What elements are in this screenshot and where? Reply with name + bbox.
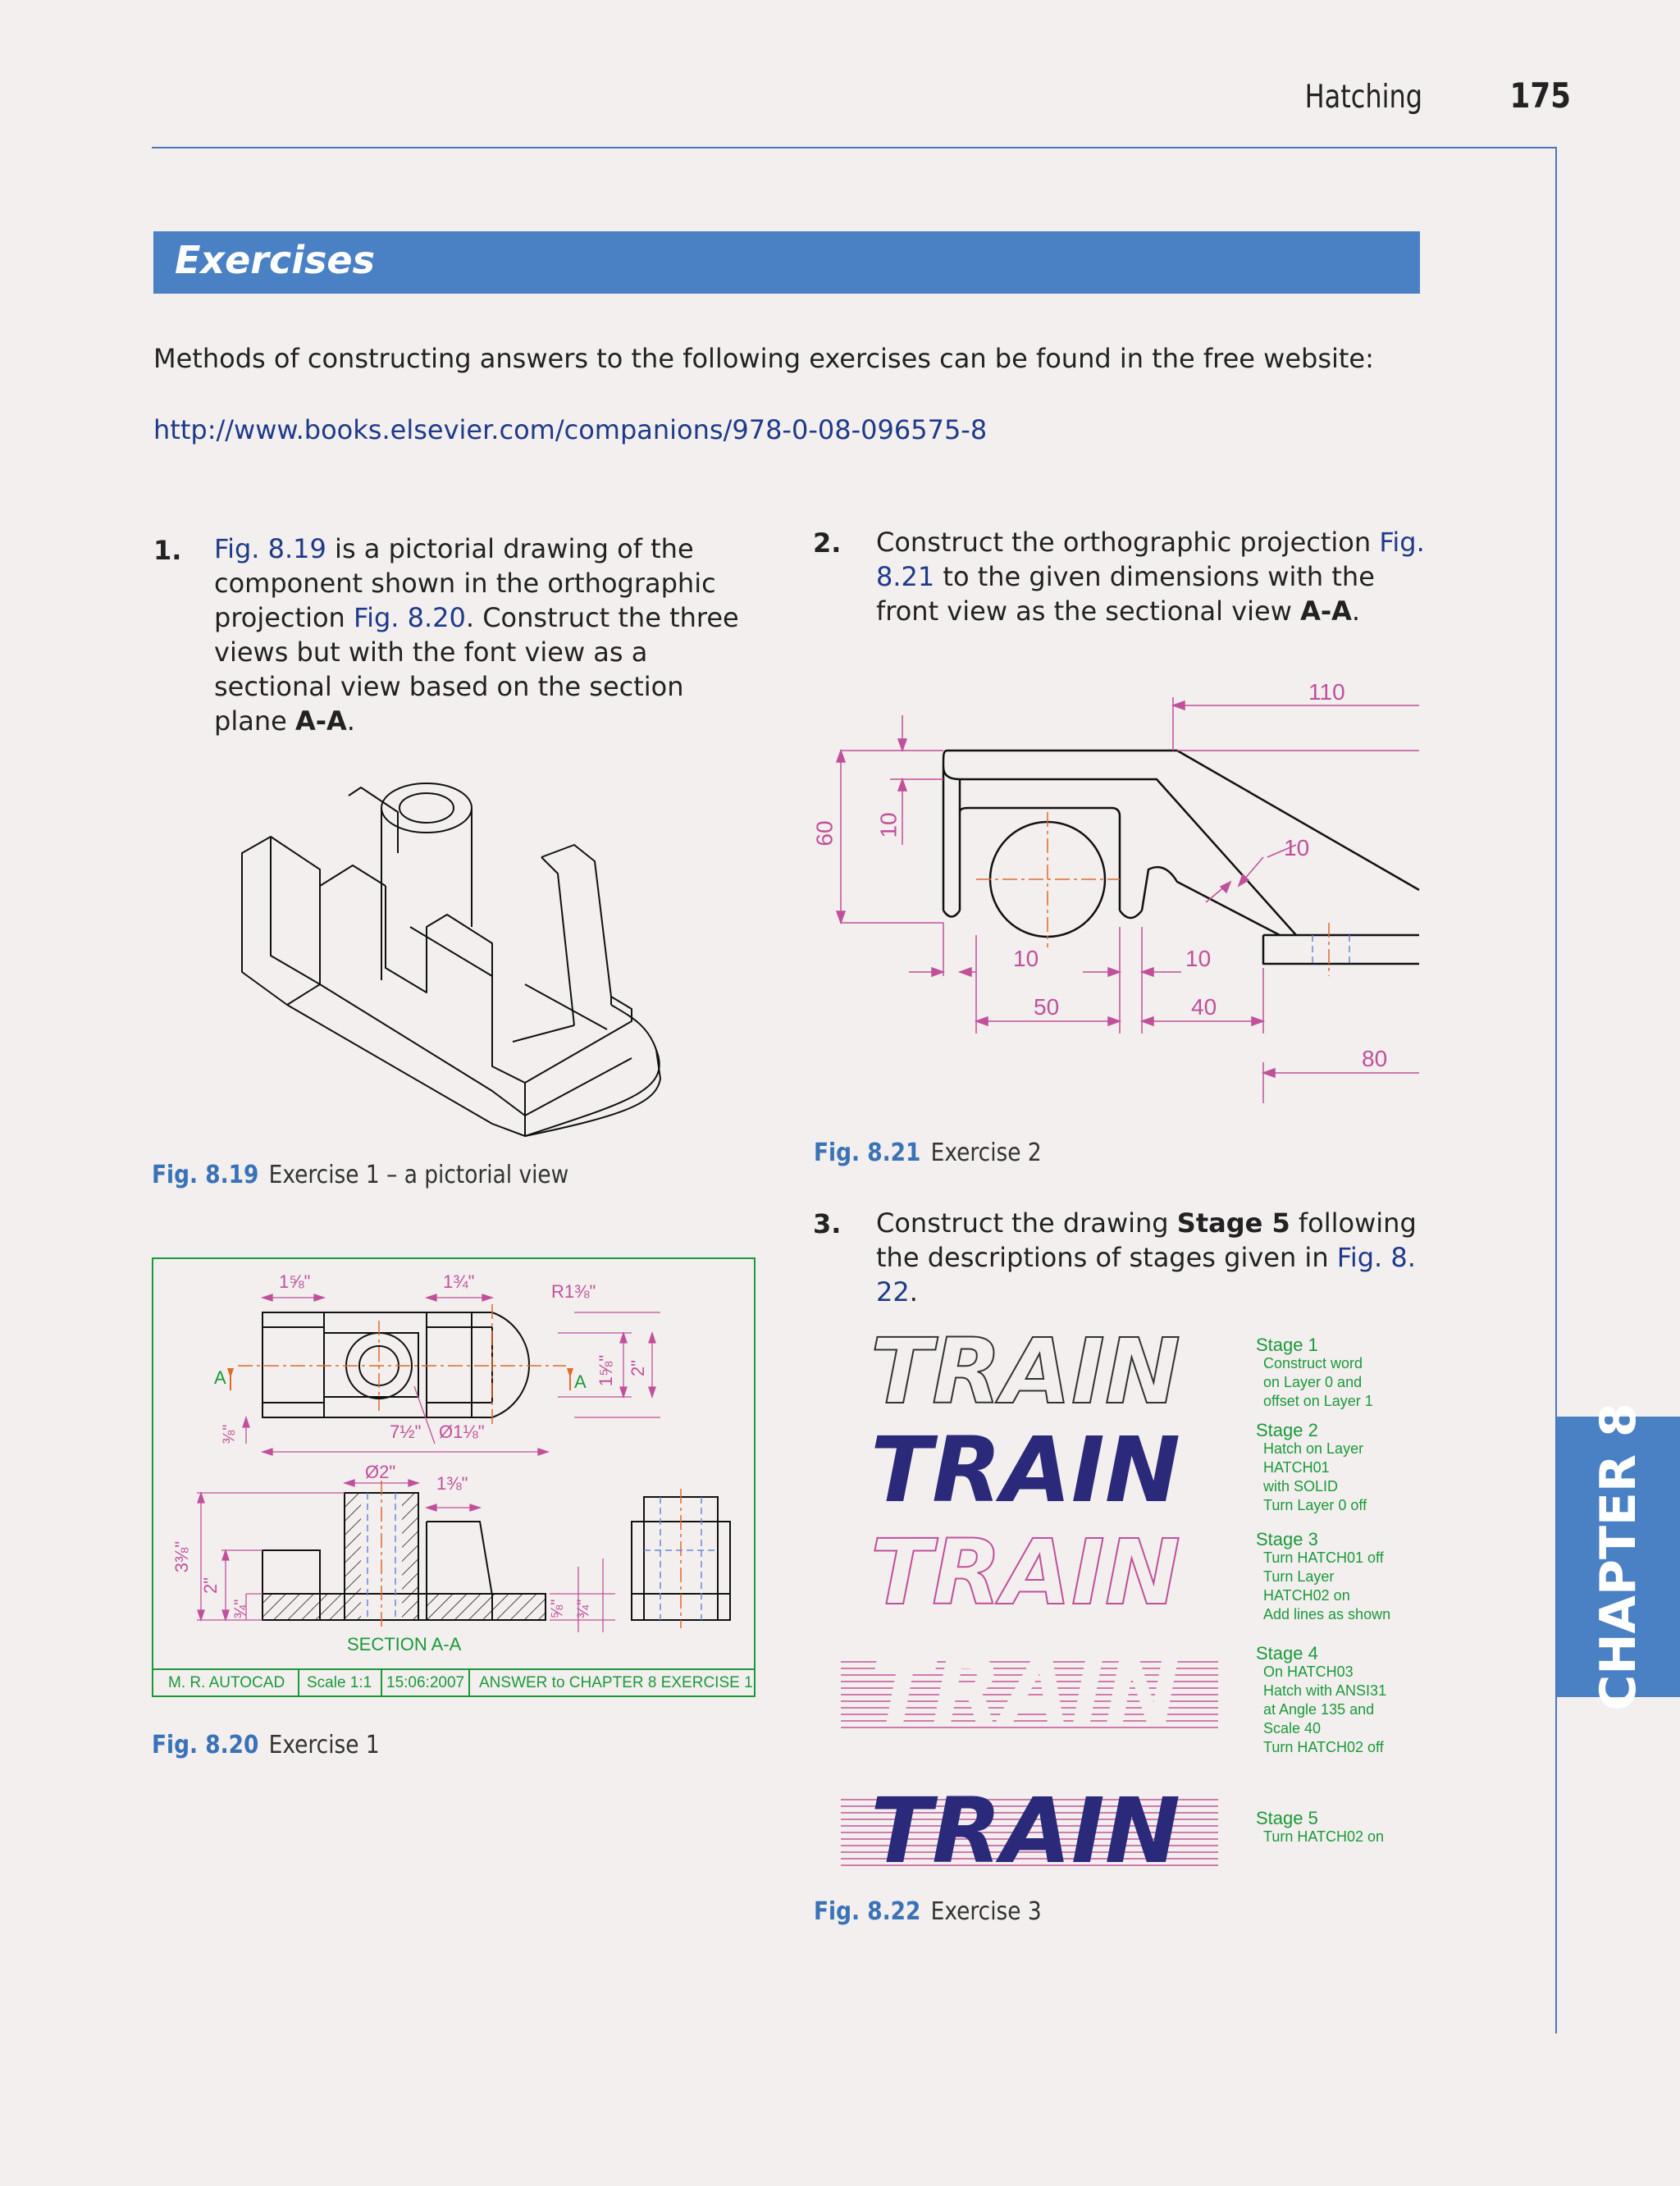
exercises-banner xyxy=(153,231,1420,294)
fig-8-21-orthographic-drawing xyxy=(812,681,1419,1116)
dim-3-4-right: ¾" xyxy=(574,1599,593,1619)
stage-title: Stage 1 xyxy=(1256,1335,1318,1355)
dim-10-left: 10 xyxy=(1013,946,1039,971)
dim-110: 110 xyxy=(1308,679,1345,705)
stage-line: with SOLID xyxy=(1263,1478,1339,1495)
stage-line: Turn Layer xyxy=(1263,1568,1335,1585)
companion-url[interactable]: http://www.books.elsevier.com/companions/978-0-08-096575-8 xyxy=(153,414,988,445)
train-stage-4: TRAIN xyxy=(870,1639,1180,1744)
stage-line: HATCH02 on xyxy=(1263,1587,1350,1604)
stage-line: on Layer 0 and xyxy=(1263,1374,1363,1390)
titleblock-title: ANSWER to CHAPTER 8 EXERCISE 1 xyxy=(479,1674,753,1691)
stage-line: Turn HATCH02 on xyxy=(1263,1828,1385,1845)
running-header-title: Hatching xyxy=(1304,79,1423,116)
stage-line: Add lines as shown xyxy=(1263,1606,1391,1622)
dim-radius: R1⅜" xyxy=(551,1281,596,1302)
stage-2-description xyxy=(1256,1421,1367,1515)
banner-title: Exercises xyxy=(175,238,375,282)
dim-7-1-2: 7½" xyxy=(390,1422,422,1442)
stage-title: Stage 4 xyxy=(1256,1643,1318,1663)
stage-title: Stage 3 xyxy=(1256,1529,1318,1549)
fig-ref-819[interactable]: Fig. 8.19 xyxy=(214,533,326,564)
dim-1-3-8: 1⅜" xyxy=(436,1473,468,1494)
stage-line: offset on Layer 1 xyxy=(1263,1393,1373,1409)
stage-title: Stage 5 xyxy=(1256,1808,1318,1828)
dim-40: 40 xyxy=(1191,994,1217,1020)
page-number: 175 xyxy=(1509,75,1572,116)
exercise-2-text: Construct the orthographic projection Fig. 8.21 to the given dimensions with the front view as the sectional view A-A. xyxy=(876,527,1425,627)
exercise-3-number: 3. xyxy=(813,1208,842,1239)
dim-10-right: 10 xyxy=(1185,946,1212,971)
dim-1-3-4: 1¾" xyxy=(443,1271,475,1292)
chapter-tab: CHAPTER 8 xyxy=(1557,1417,1680,1697)
titleblock-date: 15:06:2007 xyxy=(386,1674,465,1691)
dim-3-4: ¾" xyxy=(231,1599,250,1619)
dim-80: 80 xyxy=(1362,1046,1388,1071)
section-label-a-left: A xyxy=(214,1367,226,1388)
stage-line: HATCH01 xyxy=(1263,1459,1330,1476)
stage-line: at Angle 135 and xyxy=(1263,1701,1375,1718)
train-stage-1: TRAIN xyxy=(870,1319,1180,1424)
stage-line: Hatch on Layer xyxy=(1263,1440,1364,1457)
fig-ref-822[interactable]: Fig. 8. 22 xyxy=(876,1242,1416,1307)
stage-line: Hatch with ANSI31 xyxy=(1263,1682,1387,1699)
exercise-3-text: Construct the drawing Stage 5 following the descriptions of stages given in Fig. 8. 22. xyxy=(876,1207,1417,1307)
stage-line: Turn Layer 0 off xyxy=(1263,1497,1367,1513)
stage-4-description xyxy=(1256,1644,1386,1757)
dim-50: 50 xyxy=(1034,994,1060,1020)
dim-5-8: ⅝" xyxy=(548,1599,567,1619)
stage-line: Construct word xyxy=(1263,1355,1363,1371)
train-stage-5: TRAIN xyxy=(870,1778,1180,1883)
stage-5-description xyxy=(1256,1809,1384,1846)
caption-fig-8-20: Fig. 8.20 Exercise 1 xyxy=(152,1731,380,1759)
fig-ref-820[interactable]: Fig. 8.20 xyxy=(353,602,466,633)
section-label-a-right: A xyxy=(574,1371,587,1392)
stage-1-description xyxy=(1256,1335,1373,1411)
dim-3-3-8: 3⅜" xyxy=(171,1540,193,1573)
fig-8-22-train-stages xyxy=(829,1319,1255,1883)
dim-dia-2: Ø2" xyxy=(365,1462,396,1482)
stage-line: On HATCH03 xyxy=(1263,1663,1354,1680)
dim-10-radius: 10 xyxy=(1284,835,1310,860)
header-rule xyxy=(152,147,1556,148)
dim-plan-1-5-8: 1⅝" xyxy=(596,1354,617,1387)
caption-fig-8-22: Fig. 8.22 Exercise 3 xyxy=(814,1897,1042,1926)
exercise-1-number: 1. xyxy=(153,535,182,566)
dim-10-vertical: 10 xyxy=(875,812,902,838)
dim-elev-2: 2" xyxy=(200,1577,221,1595)
exercise-1-text: Fig. 8.19 is a pictorial drawing of the component shown in the orthographic projection Fig. 8.20. Construct the three views but with the font view as a sectional view based on the section plane A-A. xyxy=(214,533,739,737)
titleblock-name: M. R. AUTOCAD xyxy=(168,1674,285,1691)
stage-3-description xyxy=(1256,1530,1390,1624)
dim-3-8: ⅜" xyxy=(220,1424,239,1444)
dim-1-5-8: 1⅝" xyxy=(279,1271,311,1292)
dim-60: 60 xyxy=(811,820,838,847)
intro-text: Methods of constructing answers to the following exercises can be found in the free website: xyxy=(153,343,1374,374)
fig-ref-821[interactable]: Fig. 8.21 xyxy=(876,527,1425,592)
exercise-2-number: 2. xyxy=(813,527,842,559)
caption-fig-8-21: Fig. 8.21 Exercise 2 xyxy=(814,1139,1042,1167)
stage-title: Stage 2 xyxy=(1256,1420,1318,1440)
dim-dia-1-1-8: Ø1⅛" xyxy=(439,1422,485,1442)
fig-8-19-pictorial-drawing xyxy=(230,771,689,1132)
stage-line: Turn HATCH02 off xyxy=(1263,1739,1384,1755)
train-stage-2: TRAIN xyxy=(870,1417,1180,1522)
titleblock-scale: Scale 1:1 xyxy=(307,1674,372,1691)
dim-plan-2: 2" xyxy=(628,1359,649,1377)
stage-line: Turn HATCH01 off xyxy=(1263,1549,1384,1566)
caption-fig-8-19: Fig. 8.19 Exercise 1 – a pictorial view xyxy=(152,1161,569,1189)
train-stage-3: TRAIN xyxy=(870,1520,1180,1625)
margin-rule xyxy=(1555,147,1557,2033)
stage-line: Scale 40 xyxy=(1263,1720,1322,1736)
section-a-a-label: SECTION A-A xyxy=(347,1634,462,1654)
